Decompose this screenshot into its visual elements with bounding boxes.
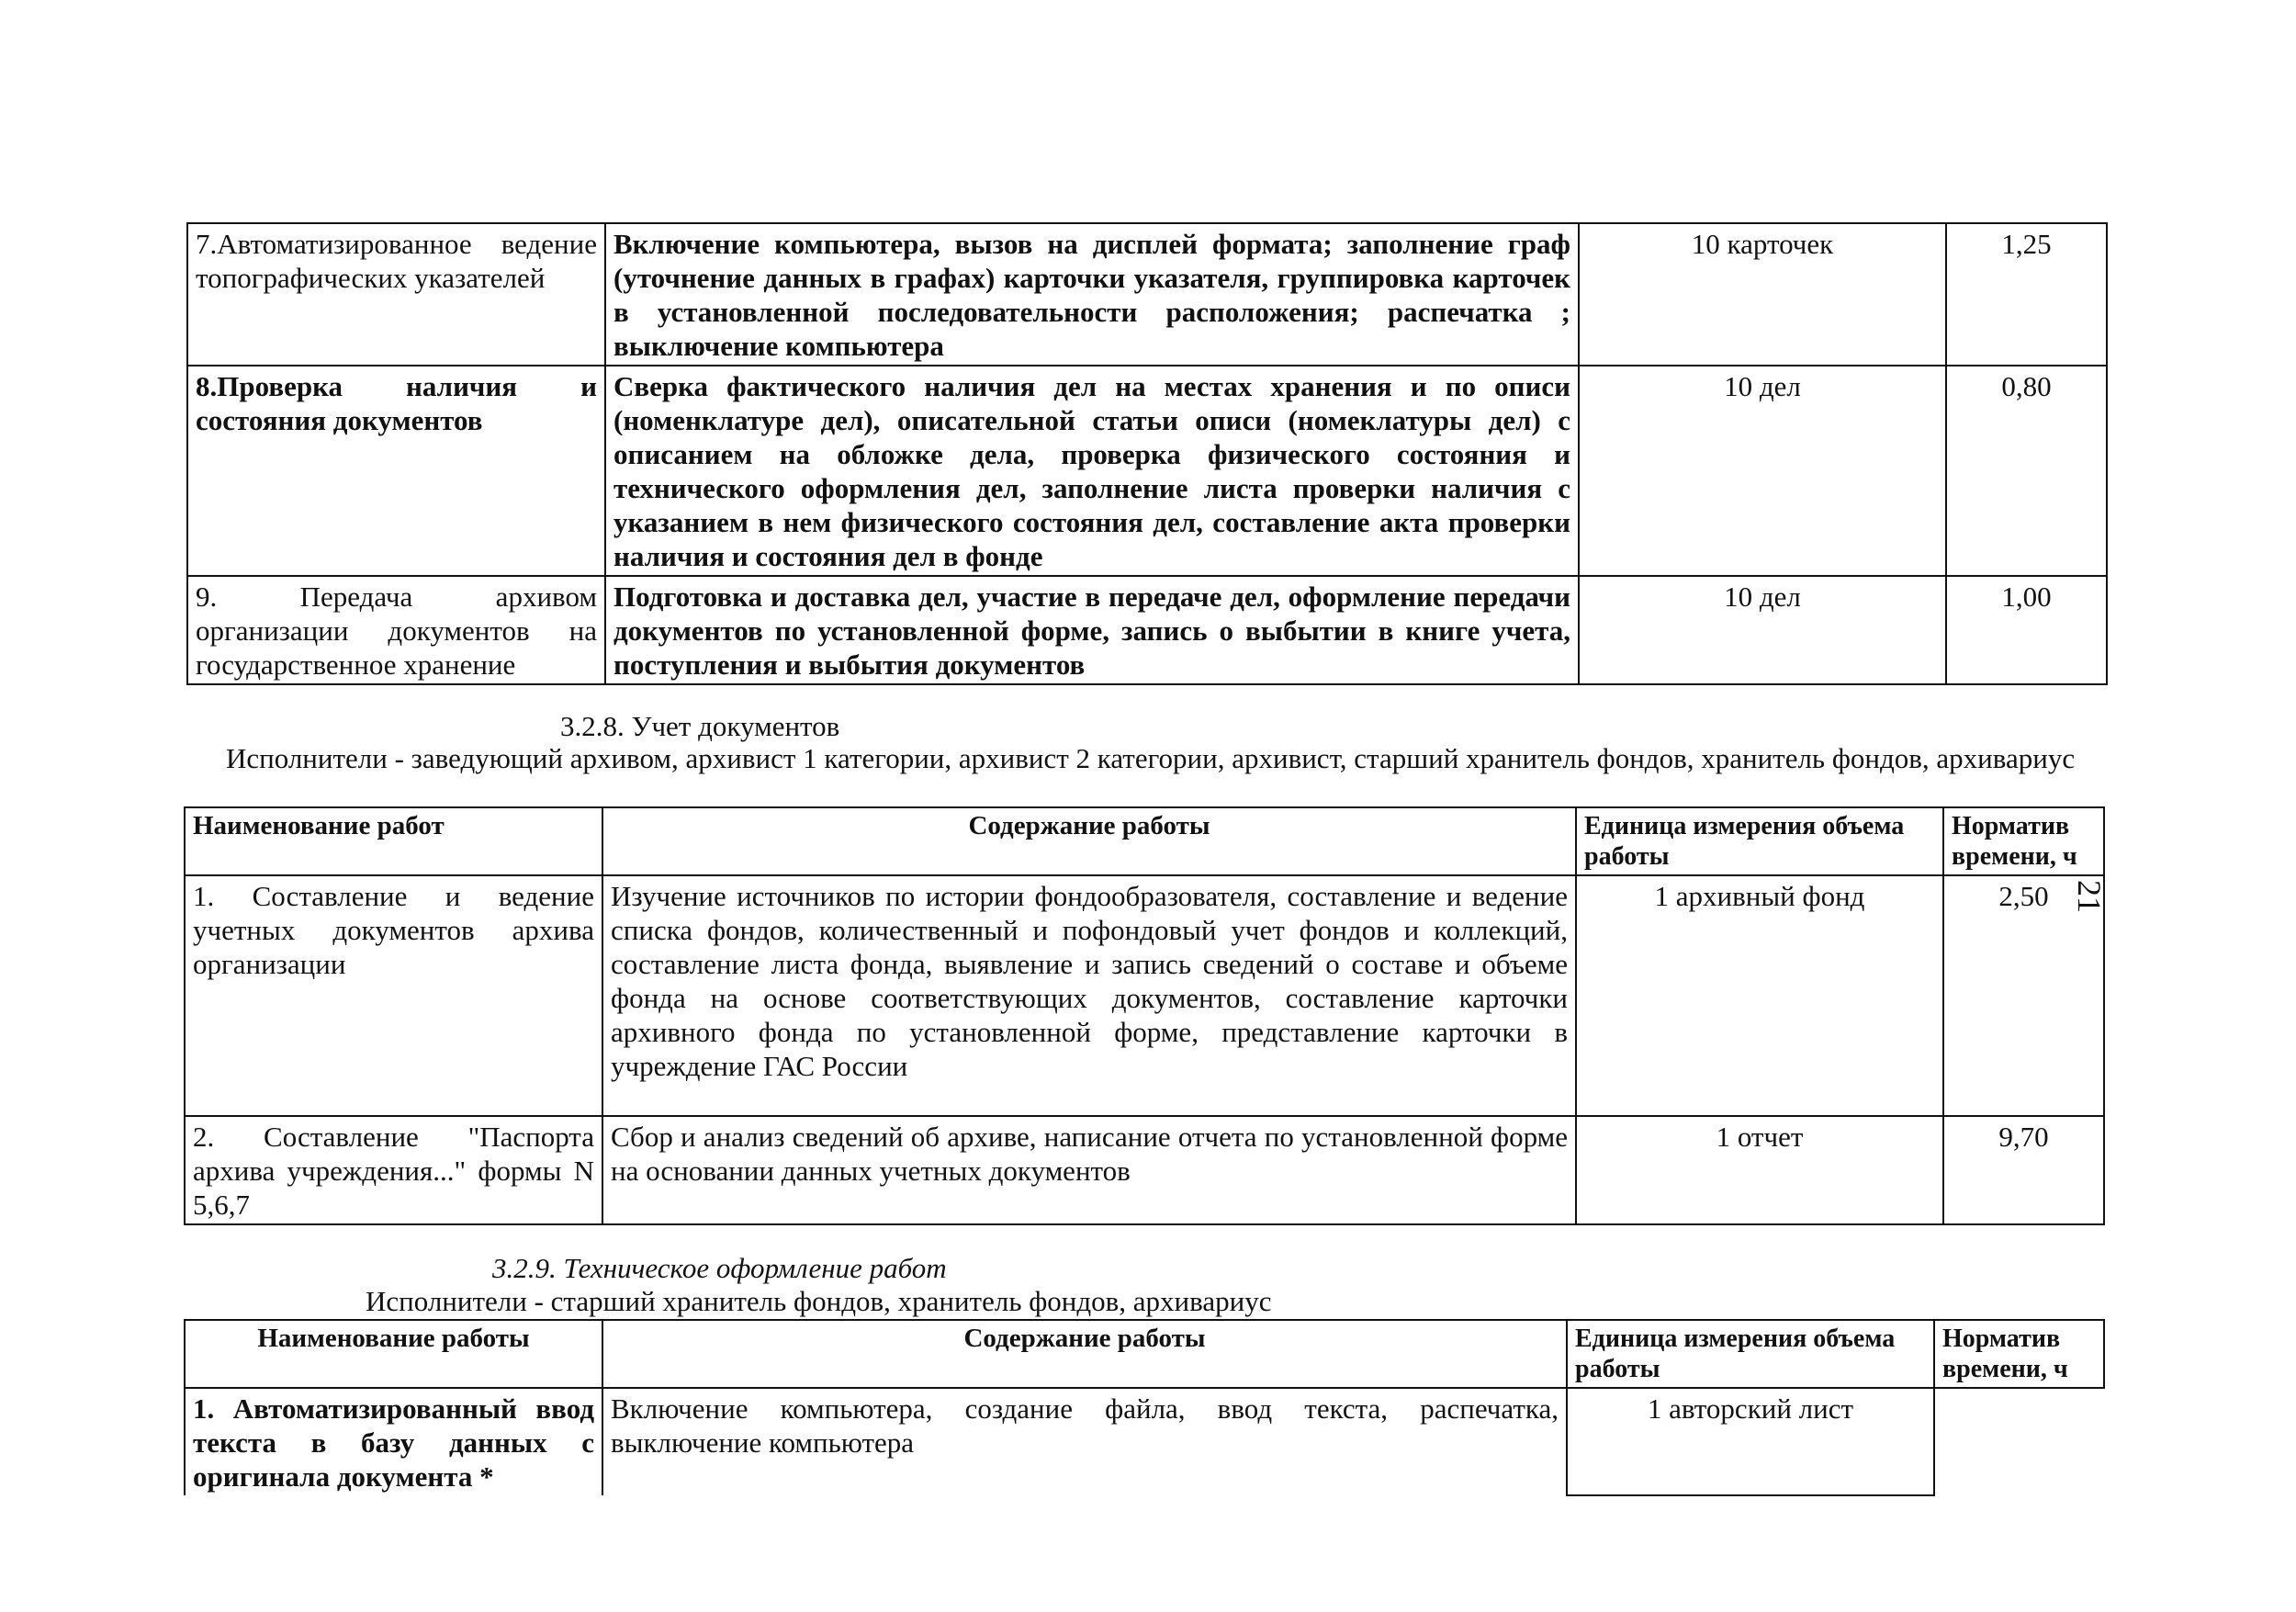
- section-title: 3.2.8. Учет документов: [560, 710, 840, 742]
- table-document-accounting: [184, 806, 2105, 1225]
- norm-cell: [1934, 1388, 2104, 1495]
- unit-cell: 10 карточек: [1579, 223, 1946, 366]
- unit-cell: 1 авторский лист: [1567, 1388, 1934, 1495]
- header-name: Наименование работ: [185, 807, 602, 875]
- unit-cell: 10 дел: [1579, 576, 1946, 684]
- norm-cell: 1,25: [1946, 223, 2107, 366]
- section-executors: Исполнители - заведующий архивом, архивист 1 категории, архивист 2 категории, архивист, старший хранитель фондов, хранитель фондов, архивариус: [226, 742, 2076, 774]
- page-number: 21: [2071, 880, 2108, 913]
- work-name-cell: 8.Проверка наличия и состояния документов: [187, 366, 605, 576]
- norm-cell: 9,70: [1943, 1116, 2104, 1224]
- work-name-cell: 9. Передача архивом организации документов на государственное хранение: [187, 576, 605, 684]
- unit-cell: 10 дел: [1579, 366, 1946, 576]
- table-row: [187, 576, 2107, 684]
- table-technical-processing: [184, 1319, 2105, 1496]
- header-unit: Единица измерения объема работы: [1567, 1320, 1934, 1388]
- header-content: Содержание работы: [602, 807, 1576, 875]
- table-norms-continuation: [186, 222, 2108, 685]
- table-header-row: [185, 807, 2104, 875]
- header-name: Наименование работы: [185, 1320, 602, 1388]
- norm-cell: 2,50: [1943, 875, 2104, 1116]
- section-executors: Исполнители - старший хранитель фондов, хранитель фондов, архивариус: [366, 1285, 1272, 1317]
- work-name-cell: 2. Составление "Паспорта архива учреждения..." формы N 5,6,7: [185, 1116, 602, 1224]
- unit-cell: 1 архивный фонд: [1576, 875, 1943, 1116]
- work-content-cell: Подготовка и доставка дел, участие в передаче дел, оформление передачи документов по установленной форме, запись о выбытии в книге учета, поступления и выбытия документов: [605, 576, 1579, 684]
- work-name-cell: 1. Автоматизированный ввод текста в базу данных с оригинала документа *: [185, 1388, 602, 1495]
- table-row: [185, 875, 2104, 1116]
- work-name-cell: 7.Автоматизированное ведение топографических указателей: [187, 223, 605, 366]
- table-row: [187, 223, 2107, 366]
- work-name-cell: 1. Составление и ведение учетных документов архива организации: [185, 875, 602, 1116]
- table-header-row: [185, 1320, 2104, 1388]
- section-title: 3.2.9. Техническое оформление работ: [492, 1252, 947, 1284]
- header-content: Содержание работы: [602, 1320, 1567, 1388]
- norm-cell: 0,80: [1946, 366, 2107, 576]
- work-content-cell: Включение компьютера, вызов на дисплей формата; заполнение граф (уточнение данных в графах) карточки указателя, группировка карточек в установленной последовательности расположения; распечатка ; выключение компьютера: [605, 223, 1579, 366]
- unit-cell: 1 отчет: [1576, 1116, 1943, 1224]
- header-norm: Норматив времени, ч: [1934, 1320, 2104, 1388]
- header-norm: Норматив времени, ч: [1943, 807, 2104, 875]
- table-row: [187, 366, 2107, 576]
- header-unit: Единица измерения объема работы: [1576, 807, 1943, 875]
- norm-cell: 1,00: [1946, 576, 2107, 684]
- work-content-cell: Сверка фактического наличия дел на местах хранения и по описи (номенклатуре дел), описательной статьи описи (номеклатуры дел) с описанием на обложке дела, проверка физического состояния и технического оформления дел, заполнение листа проверки наличия с указанием в нем физического состояния дел, составление акта проверки наличия и состояния дел в фонде: [605, 366, 1579, 576]
- work-content-cell: Изучение источников по истории фондообразователя, составление и ведение списка фондов, количественный и пофондовый учет фондов и коллекций, составление листа фонда, выявление и запись сведений о составе и объеме фонда на основе соответствующих документов, составление карточки архивного фонда по установленной форме, представление карточки в учреждение ГАС России: [602, 875, 1576, 1116]
- work-content-cell: Сбор и анализ сведений об архиве, написание отчета по установленной форме на основании данных учетных документов: [602, 1116, 1576, 1224]
- work-content-cell: Включение компьютера, создание файла, ввод текста, распечатка, выключение компьютера: [602, 1388, 1567, 1495]
- table-row: [185, 1116, 2104, 1224]
- table-row: [185, 1388, 2104, 1495]
